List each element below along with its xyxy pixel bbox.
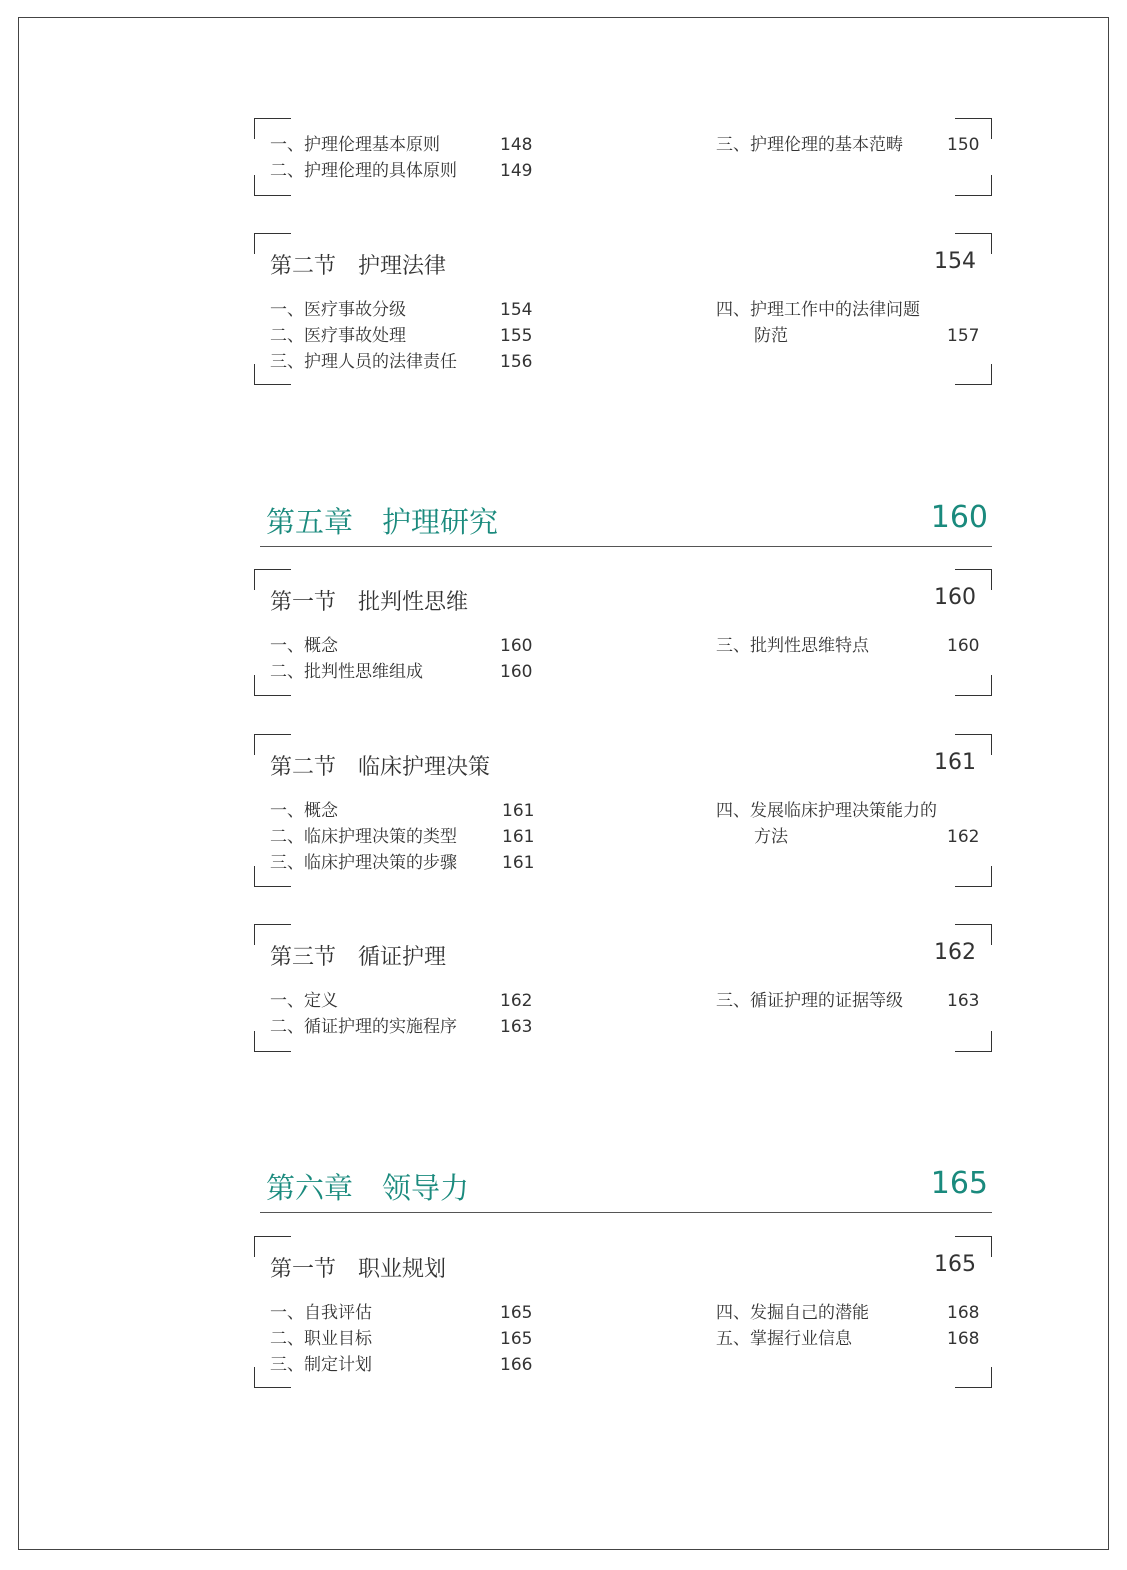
toc-entry[interactable]: 三、护理人员的法律责任 xyxy=(270,352,457,372)
toc-entry-continuation[interactable]: 方法 xyxy=(754,827,788,847)
bracket-bottom-right xyxy=(955,1367,992,1388)
toc-entry-page: 160 xyxy=(500,662,533,682)
toc-entry-page: 168 xyxy=(947,1329,980,1349)
toc-entry[interactable]: 三、制定计划 xyxy=(270,1355,372,1375)
toc-entry[interactable]: 一、护理伦理基本原则 xyxy=(270,135,440,155)
toc-entry[interactable]: 三、护理伦理的基本范畴 xyxy=(716,135,903,155)
toc-section-evidence-based xyxy=(254,924,992,1052)
toc-entry-page: 160 xyxy=(500,636,533,656)
toc-entry[interactable]: 二、护理伦理的具体原则 xyxy=(270,161,457,181)
toc-entry-page: 148 xyxy=(500,135,533,155)
toc-entry-page: 154 xyxy=(500,300,533,320)
chapter-heading-6 xyxy=(260,1166,992,1213)
toc-entry-page: 168 xyxy=(947,1303,980,1323)
section-title[interactable]: 第一节 批判性思维 xyxy=(270,590,469,615)
section-page: 162 xyxy=(934,940,976,965)
toc-entry[interactable]: 四、护理工作中的法律问题 xyxy=(716,300,920,320)
section-page: 161 xyxy=(934,750,976,775)
toc-entry-page: 161 xyxy=(502,801,535,821)
toc-entry-page: 160 xyxy=(947,636,980,656)
section-page: 165 xyxy=(934,1252,976,1277)
toc-section-ethics-principles xyxy=(254,118,992,196)
bracket-bottom-right xyxy=(955,866,992,887)
toc-entry[interactable]: 一、医疗事故分级 xyxy=(270,300,406,320)
toc-entry-page: 161 xyxy=(502,853,535,873)
toc-entry-page: 157 xyxy=(947,326,980,346)
toc-entry[interactable]: 一、定义 xyxy=(270,991,338,1011)
toc-entry[interactable]: 三、临床护理决策的步骤 xyxy=(270,853,457,873)
toc-entry-page: 163 xyxy=(500,1017,533,1037)
toc-entry[interactable]: 四、发掘自己的潜能 xyxy=(716,1303,869,1323)
chapter-title[interactable]: 第六章 领导力 xyxy=(266,1171,470,1205)
bracket-bottom-right xyxy=(955,1031,992,1052)
toc-entry-page: 161 xyxy=(502,827,535,847)
toc-entry-page: 162 xyxy=(947,827,980,847)
toc-entry[interactable]: 二、临床护理决策的类型 xyxy=(270,827,457,847)
toc-entry[interactable]: 二、循证护理的实施程序 xyxy=(270,1017,457,1037)
chapter-heading-5 xyxy=(260,500,992,547)
toc-entry[interactable]: 三、循证护理的证据等级 xyxy=(716,991,903,1011)
bracket-bottom-right xyxy=(955,364,992,385)
toc-entry[interactable]: 四、发展临床护理决策能力的 xyxy=(716,801,937,821)
toc-entry[interactable]: 二、职业目标 xyxy=(270,1329,372,1349)
chapter-page: 160 xyxy=(930,500,988,535)
section-title[interactable]: 第一节 职业规划 xyxy=(270,1257,447,1282)
toc-entry[interactable]: 一、概念 xyxy=(270,801,338,821)
section-page: 160 xyxy=(934,585,976,610)
toc-entry-page: 156 xyxy=(500,352,533,372)
toc-entry[interactable]: 二、医疗事故处理 xyxy=(270,326,406,346)
toc-section-clinical-decision xyxy=(254,734,992,887)
toc-entry[interactable]: 三、批判性思维特点 xyxy=(716,636,869,656)
toc-entry-page: 165 xyxy=(500,1329,533,1349)
bracket-bottom-right xyxy=(955,175,992,196)
toc-entry-page: 162 xyxy=(500,991,533,1011)
toc-entry[interactable]: 一、概念 xyxy=(270,636,338,656)
toc-entry-page: 150 xyxy=(947,135,980,155)
chapter-title[interactable]: 第五章 护理研究 xyxy=(266,505,499,539)
toc-section-nursing-law xyxy=(254,233,992,385)
toc-entry-continuation[interactable]: 防范 xyxy=(754,326,788,346)
toc-section-career-planning xyxy=(254,1236,992,1388)
toc-entry[interactable]: 二、批判性思维组成 xyxy=(270,662,423,682)
chapter-page: 165 xyxy=(930,1166,988,1201)
toc-entry[interactable]: 五、掌握行业信息 xyxy=(716,1329,852,1349)
toc-entry-page: 163 xyxy=(947,991,980,1011)
section-title[interactable]: 第三节 循证护理 xyxy=(270,945,447,970)
section-title[interactable]: 第二节 临床护理决策 xyxy=(270,755,491,780)
toc-entry-page: 165 xyxy=(500,1303,533,1323)
toc-entry-page: 149 xyxy=(500,161,533,181)
section-title[interactable]: 第二节 护理法律 xyxy=(270,254,447,279)
toc-entry[interactable]: 一、自我评估 xyxy=(270,1303,372,1323)
section-page: 154 xyxy=(934,249,976,274)
toc-entry-page: 166 xyxy=(500,1355,533,1375)
toc-entry-page: 155 xyxy=(500,326,533,346)
bracket-bottom-right xyxy=(955,675,992,696)
toc-section-critical-thinking xyxy=(254,569,992,696)
